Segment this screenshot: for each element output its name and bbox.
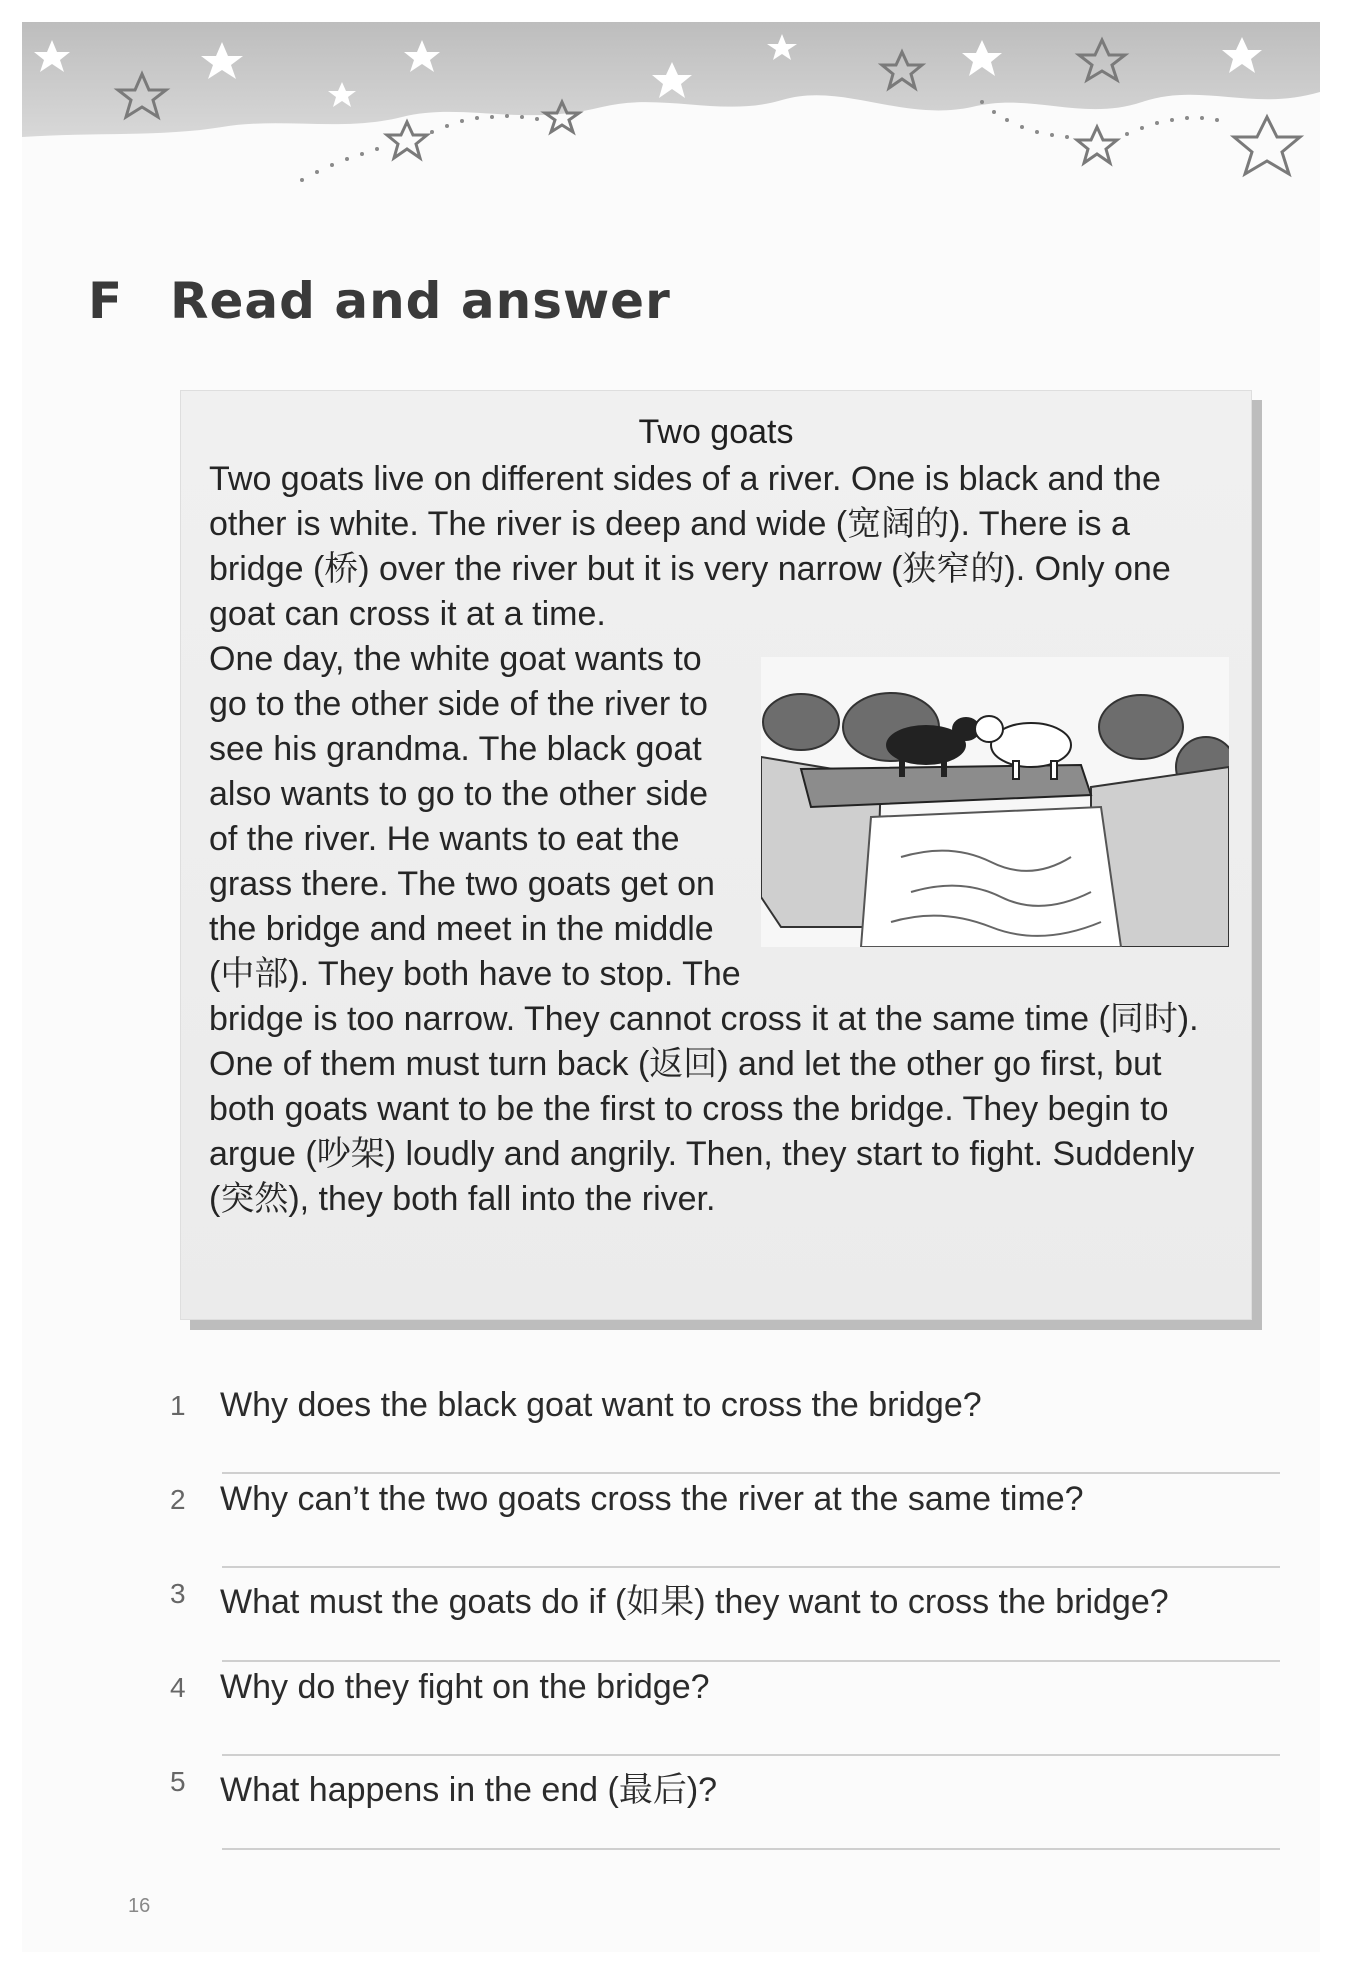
answer-line[interactable] bbox=[222, 1848, 1280, 1850]
question-number: 1 bbox=[170, 1390, 186, 1421]
section-title: Read and answer bbox=[170, 272, 671, 330]
question-item bbox=[170, 1578, 1280, 1672]
question-list bbox=[170, 1386, 1280, 1860]
question-number: 5 bbox=[170, 1766, 186, 1797]
story-paragraph-1: Two goats live on different sides of a river. One is black and the other is white. The river is deep and wide (宽阔的). There is a bridge (桥) over the river but it is very narrow (狭窄的). Only one goat can cross it at a time. bbox=[209, 460, 1171, 633]
question-text: Why do they fight on the bridge? bbox=[220, 1668, 710, 1706]
question-text: What must the goats do if (如果) they want to cross the bridge? bbox=[220, 1583, 1169, 1621]
question-item bbox=[170, 1668, 1280, 1766]
question-text: Why can’t the two goats cross the river at the same time? bbox=[220, 1480, 1084, 1518]
question-number: 4 bbox=[170, 1672, 186, 1703]
star-banner bbox=[22, 22, 1320, 222]
page-number: 16 bbox=[128, 1895, 151, 1917]
question-number: 3 bbox=[170, 1578, 186, 1609]
answer-line[interactable] bbox=[222, 1754, 1280, 1756]
answer-line[interactable] bbox=[222, 1660, 1280, 1662]
question-text: Why does the black goat want to cross the bridge? bbox=[220, 1386, 982, 1424]
answer-line[interactable] bbox=[222, 1472, 1280, 1474]
story-paragraph-2: One day, the white goat wants to go to the other side of the river to see his grandma. The black goat also wants to go to the other side of the river. He wants to eat the grass there. The two goats get on the bridge and meet in the middle (中部). They both have to stop. The bridge is too narrow. They cannot cross it at the same time (同时). One of them must turn back (返回) and let the other go first, but both goats want to be the first to cross the bridge. They begin to argue (吵架) loudly and angrily. Then, they start to fight. Suddenly (突然), they both fall into the river. bbox=[209, 640, 1199, 1218]
section-letter: F bbox=[88, 272, 123, 330]
question-text: What happens in the end (最后)? bbox=[220, 1771, 718, 1809]
story-text bbox=[209, 457, 1229, 1222]
question-item bbox=[170, 1480, 1280, 1578]
story-title: Two goats bbox=[638, 413, 794, 451]
reading-passage-box bbox=[180, 390, 1252, 1320]
question-number: 2 bbox=[170, 1484, 186, 1515]
question-item bbox=[170, 1386, 1280, 1484]
two-goats-on-bridge-illustration bbox=[761, 657, 1229, 947]
question-item bbox=[170, 1766, 1280, 1860]
answer-line[interactable] bbox=[222, 1566, 1280, 1568]
